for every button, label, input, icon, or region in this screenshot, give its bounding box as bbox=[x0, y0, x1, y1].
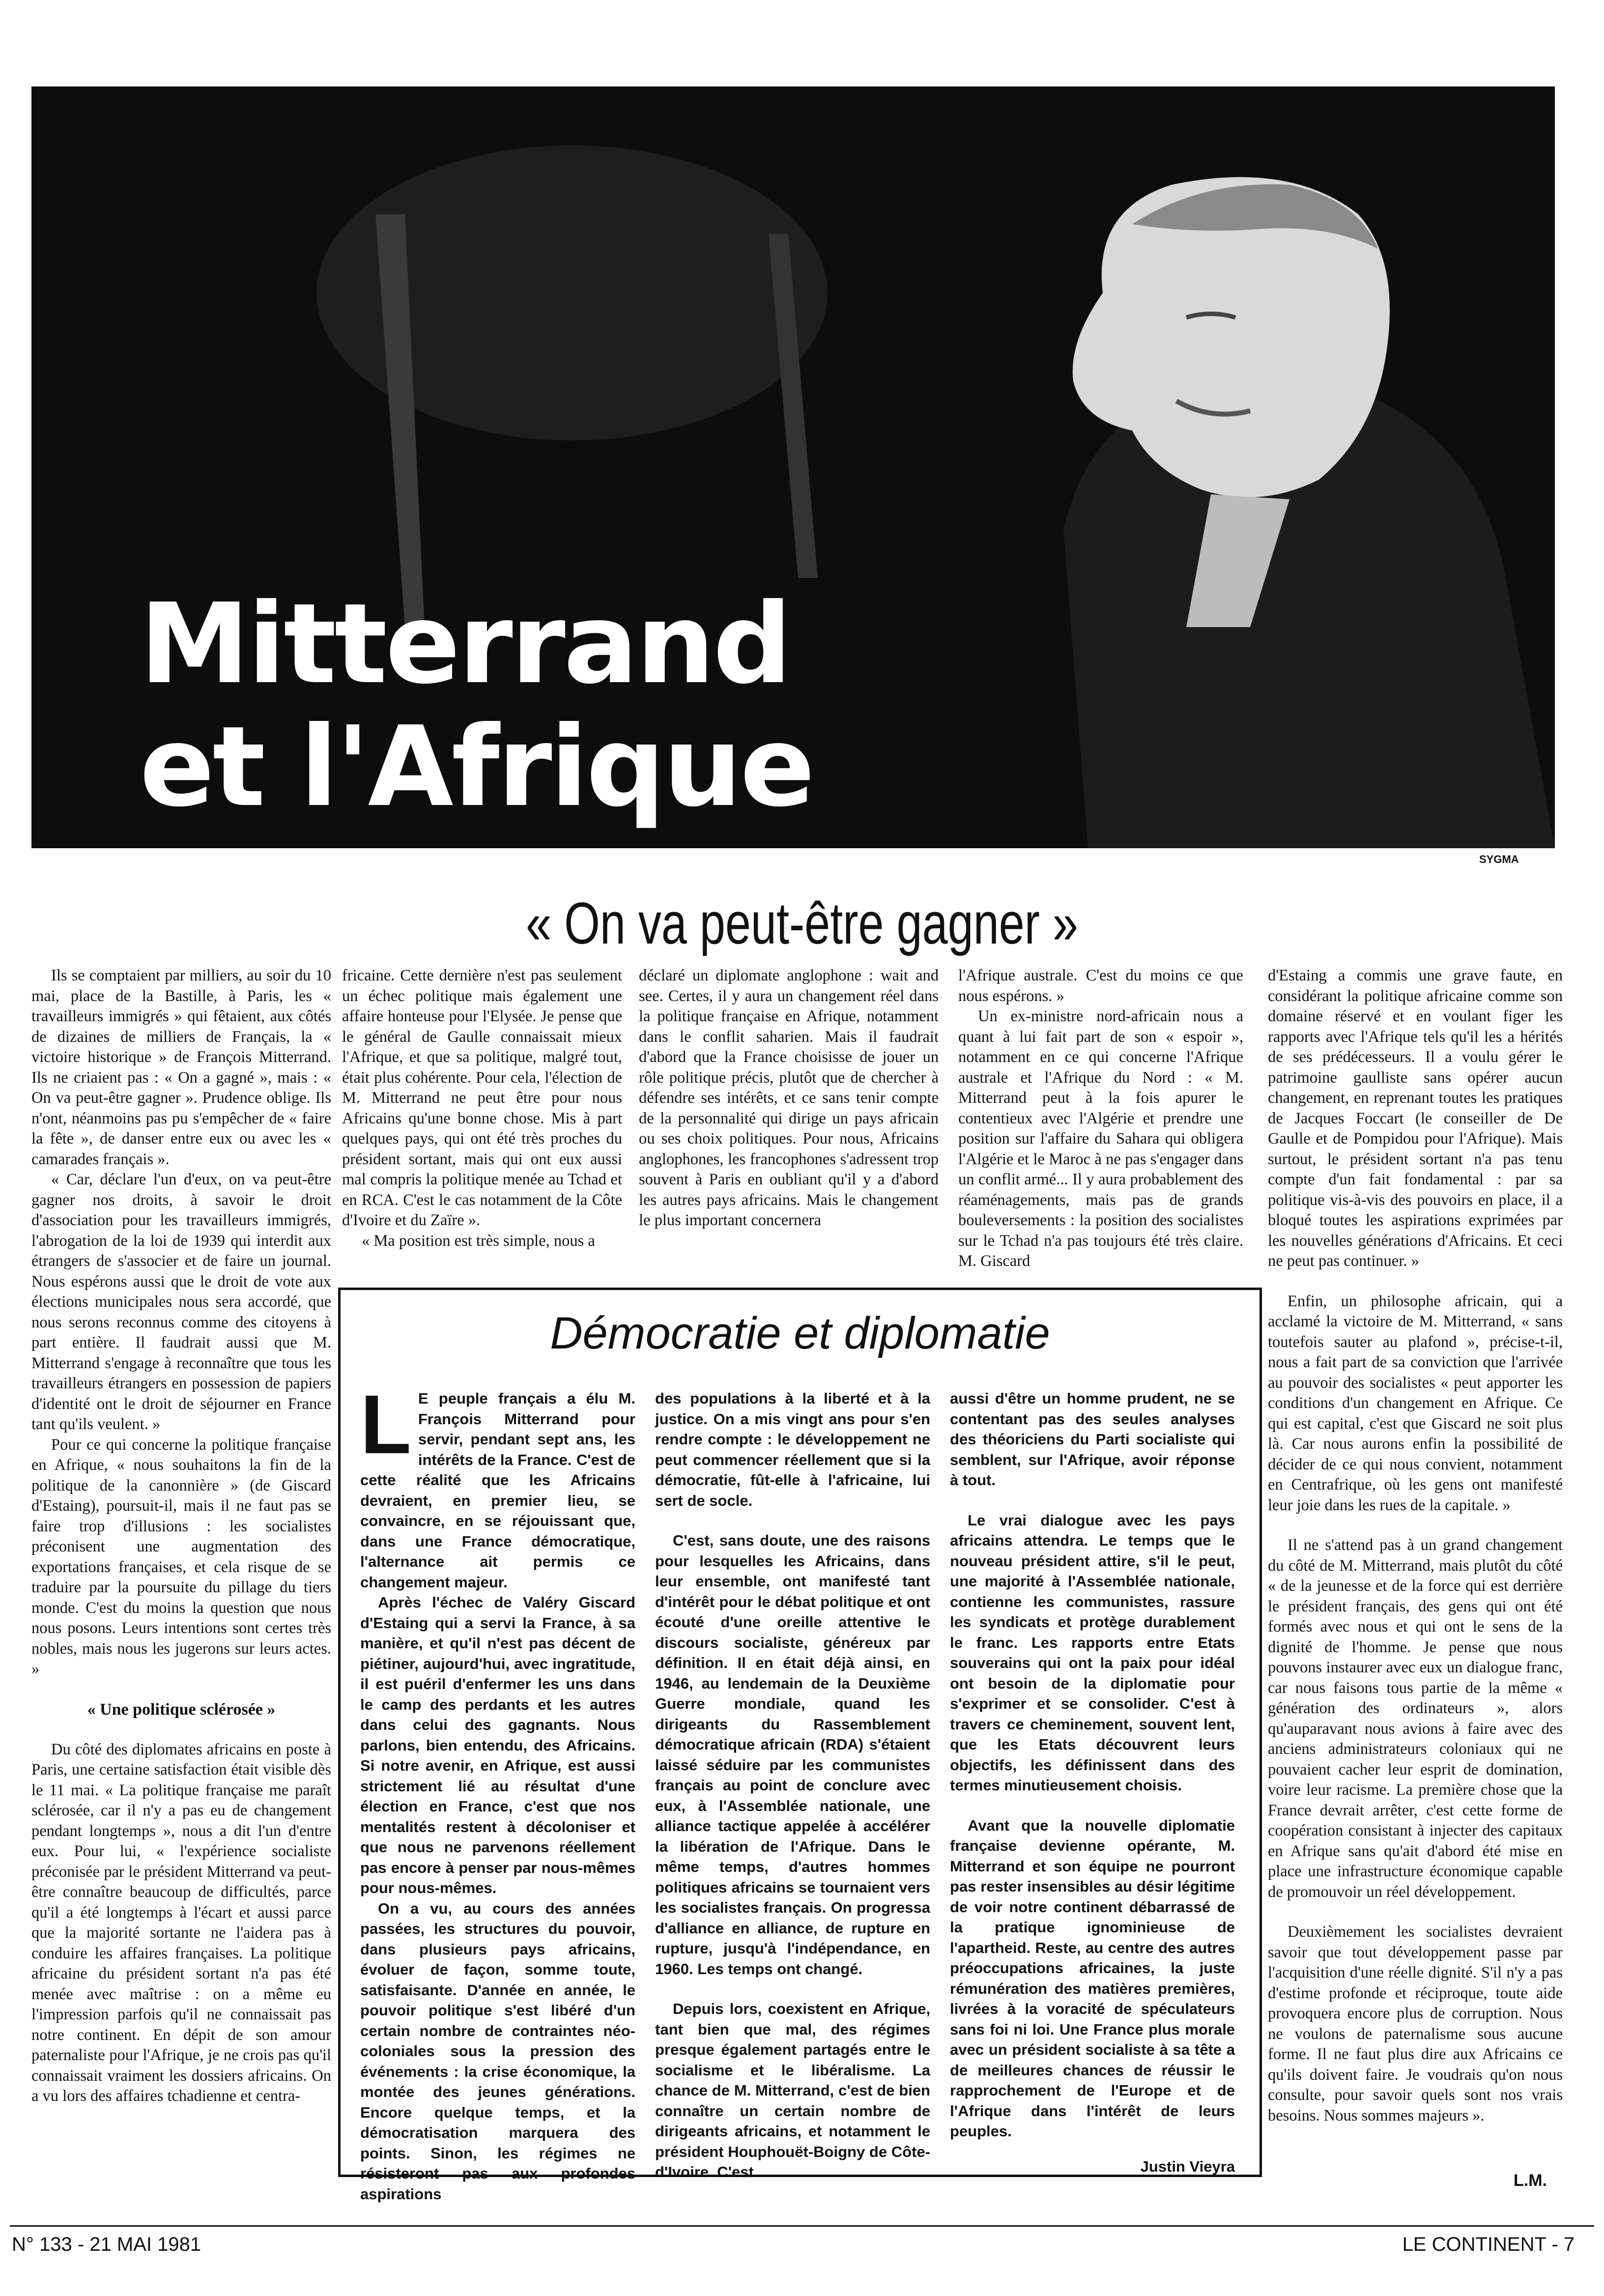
paragraph: Il ne s'attend pas à un grand changement du côté de M. Mitterrand, mais plutôt du côté « de la jeunesse et de la force qui est derrière le président français, des gens qui ont été formés avec nous et qui ont le sens de la dignité de l'homme. Je pense que nous pouvons instaurer avec eux un dialogue franc, car nous faisons tous partie de la même « génération des ordinateurs », alors qu'auparavant nous avions à faire avec des anciens administrateurs coloniaux qui ne pouvaient cacher leur esprit de domination, voire leur racisme. La première chose que la France devrait arrêter, c'est cette forme de coopération consistant à injecter des capitaux en Afrique sans qu'ait d'abord été mise en place une infrastructure économique capable de promouvoir un réel développement. bbox=[1268, 1536, 1563, 1901]
drop-cap: L bbox=[360, 1378, 411, 1471]
paragraph: Du côté des diplomates africains en poste à Paris, une certaine satisfaction était visible dès le 11 mai. « La politique française me paraît sclérosée, car il n'y a pas eu de changement pendant longtemps », nous a dit l'un d'entre eux. Pour lui, « l'expérience socialiste préconisée par le président Mitterrand va peut-être connaître beaucoup de difficultés, parce qu'il a été longtemps à l'écart et aussi parce que la majorité sortante ne l'aidera pas à conduire les affaires françaises. La politique africaine du président sortant n'a pas été menée avec maîtrise : on a même eu l'impression parfois qu'il ne connaissait pas notre continent. En dépit de son amour paternaliste pour l'Afrique, je ne crois pas qu'il connaissait vraiment les dossiers africains. On a vu lors des affaires tchadienne et centra- bbox=[31, 1740, 331, 2105]
paragraph: fricaine. Cette dernière n'est pas seulement un échec politique mais également une affaire honteuse pour l'Elysée. Je pense que le général de Gaulle connaissait mieux l'Afrique, et que sa politique, malgré tout, était plus cohérente. Pour cela, l'élection de M. Mitterrand ne peut être pour nous Africains qu'une bonne chose. Mis à part quelques pays, qui ont été très proches du président sortant, mais qui ont eux aussi mal compris la politique menée au Tchad et en RCA. C'est le cas notamment de la Côte d'Ivoire et du Zaïre ». bbox=[342, 967, 622, 1229]
paragraph: « Car, déclare l'un d'eux, on va peut-être gagner nos droits, à savoir le droit d'association pour les travailleurs immigrés, l'abrogation de la loi de 1939 qui interdit aux étrangers de s'associer et de faire un journal. Nous espérons aussi que le droit de vote aux élections municipales nous sera accordé, que nous serons reconnus comme des citoyens à part entière. Il faudrait aussi que M. Mitterrand s'engage à reconnaître que tous les travailleurs étrangers en possession de papiers d'identité ont le droit de séjourner en France tant qu'ils veulent. » bbox=[31, 1171, 331, 1433]
sidebar-box bbox=[338, 1288, 1262, 2203]
box-paragraph: Le vrai dialogue avec les pays africains attendra. Le temps que le nouveau président attire, s'il le peut, une majorité à l'Assemblée nationale, contienne les communistes, rassure les syndicats et protège durablement le franc. Les rapports entre Etats souverains qui ont la paix pour idéal ont besoin de la diplomatie pour s'exprimer et se consolider. C'est à travers ce cheminement, souvent lent, que les Etats découvrent leurs objectifs, les définissent dans des termes minutieusement choisis. bbox=[950, 1511, 1235, 1794]
box-column-2 bbox=[655, 1388, 930, 2182]
paragraph: Pour ce qui concerne la politique française en Afrique, « nous souhaitons la fin de la politique de la canonnière » (de Giscard d'Estaing), poursuit-il, mais il ne faut pas se faire trop d'illusions : les socialistes préconisent une augmentation des exportations françaises, et cela risque de se traduire par la poursuite du pillage du tiers monde. C'est du moins la question que nous nous posons. Leurs intentions sont certes très nobles, mais nous les jugerons sur leurs actes. » bbox=[31, 1435, 331, 1678]
box-paragraph: aussi d'être un homme prudent, ne se contentant pas des seules analyses des théoriciens du Parti socialiste qui semblent, sur l'Afrique, avoir réponse à tout. bbox=[950, 1390, 1235, 1489]
headline bbox=[140, 580, 813, 832]
issue-info: N° 133 - 21 MAI 1981 bbox=[12, 2234, 201, 2255]
box-paragraph bbox=[360, 1378, 635, 1592]
column-3 bbox=[639, 966, 939, 1231]
paragraph: Un ex-ministre nord-africain nous a quant à lui fait part de son « espoir », notamment en ce qui concerne l'Afrique australe et l'Afrique du Nord : « M. Mitterrand peut à la fois apurer le contentieux avec l'Algérie et prendre une position sur l'affaire du Sahara qui obligera l'Algérie et le Maroc à ne pas s'engager dans un conflit armé... Il y aura probablement des réaménagements, mais pas de grands bouleversements : la position des socialistes sur le Tchad n'a pas toujours été très claire. M. Giscard bbox=[958, 1007, 1243, 1270]
column-2 bbox=[342, 966, 622, 1251]
column-5 bbox=[1268, 966, 1563, 2126]
box-paragraph: Depuis lors, coexistent en Afrique, tant bien que mal, des régimes presque également partagés entre le socialisme et le libéralisme. La chance de M. Mitterrand, c'est de bien connaître un certain nombre de dirigeants africains, et notamment le président Houphouët-Boigny de Côte-d'Ivoire. C'est bbox=[655, 2000, 930, 2181]
paragraph: « Ma position est très simple, nous a bbox=[362, 1232, 595, 1250]
subheading: « Une politique sclérosée » bbox=[87, 1700, 276, 1719]
box-paragraph: Avant que la nouvelle diplomatie française devienne opérante, M. Mitterrand et son équipe ne pourront pas rester insensibles au désir légitime de voir notre continent débarrassé de la pratique ignominieuse de l'apartheid. Reste, au centre des autres préoccupations africaines, la juste rémunération des matières premières, livrées à la voracité de spéculateurs sans foi ni loi. Une France plus morale avec un président socialiste à sa tête a de meilleures chances de réussir le rapprochement de l'Europe et de l'Afrique dans l'intérêt de leurs peuples. bbox=[950, 1816, 1235, 2140]
cover-photo bbox=[31, 86, 1555, 848]
paragraph: d'Estaing a commis une grave faute, en considérant la politique africaine comme son domaine réservé et en voulant figer les rapports avec l'Afrique tels qu'il les a hérités de ses prédécesseurs. Il a voulu gérer le patrimoine gaulliste sans opérer aucun changement, en reprenant toutes les pratiques de Jacques Foccart (le conseiller de De Gaulle et de Pompidou pour l'Afrique). Mais surtout, le président sortant n'a pas tenu compte d'un fait fondamental : par sa politique vis-à-vis des pouvoirs en place, il a bloqué toutes les aspirations exprimées par les nouvelles générations d'Africains. Et ceci ne peut pas continuer. » bbox=[1268, 967, 1563, 1270]
paragraph: déclaré un diplomate anglophone : wait and see. Certes, il y aura un changement réel dans la politique française en Afrique, notamment dans le conflit saharien. Mais il faudrait d'abord que la France choisisse de jouer un rôle politique précis, plutôt que de chercher à défendre ses intérêts, et ce sans tenir compte de la personnalité qui dirige un pays africain ou ses choix politiques. Pour nous, Africains anglophones, les francophones s'adressent trop souvent à Paris en oubliant qu'il y a d'abord les autres pays africains. Mais le changement le plus important concernera bbox=[639, 967, 939, 1229]
box-paragraph: des populations à la liberté et à la justice. On a mis vingt ans pour s'en rendre compte : le développement ne peut commencer réellement que si la démocratie, fût-elle à l'africaine, lui sert de socle. bbox=[655, 1390, 930, 1509]
photo-credit: SYGMA bbox=[1479, 853, 1519, 865]
column-4 bbox=[958, 966, 1243, 1272]
headline-line-1: Mitterrand bbox=[140, 580, 790, 709]
author-initials: L.M. bbox=[1514, 2171, 1547, 2190]
paragraph: Enfin, un philosophe africain, qui a acclamé la victoire de M. Mitterrand, « sans toutefois sauter au plafond », précise-t-il, nous a fait part de sa conviction que l'arrivée au pouvoir des socialistes « peut apporter les conditions d'un changement en Afrique. Ce qui est capital, c'est que Giscard ne soit plus là. Car nous aurons enfin la possibilité de décider de ce qui nous convient, notamment en Centrafrique, où les gens ont manifesté leur joie dans les rues de la capitale. » bbox=[1268, 1292, 1563, 1514]
column-1 bbox=[31, 966, 331, 2107]
footer-rule bbox=[10, 2225, 1594, 2227]
box-paragraph: On a vu, au cours des années passées, les structures du pouvoir, dans plusieurs pays africains, évoluer de façon, somme toute, satisfaisante. D'année en année, le pouvoir politique s'est libéré d'un certain nombre de contraintes néo-coloniales sous la pression des événements : la crise économique, la montée des jeunes générations. Encore quelque temps, et la démocratisation marquera des points. Sinon, les régimes ne résisteront pas aux profondes aspirations bbox=[360, 1899, 635, 2203]
paragraph: l'Afrique australe. C'est du moins ce que nous espérons. » bbox=[958, 967, 1243, 1005]
article-title: « On va peut-être gagner » bbox=[526, 890, 1078, 956]
signature: Justin Vieyra bbox=[1140, 2157, 1235, 2175]
publication-page: LE CONTINENT - 7 bbox=[1402, 2234, 1575, 2255]
paragraph: Deuxièmement les socialistes devraient savoir que tout développement passe par l'acquisition d'une réelle dignité. S'il n'y a pas d'estime profonde et réciproque, toute aide provoquera encore plus de corruption. Nous ne voulons de paternalisme sous aucune forme. Il ne faut plus dire aux Africains ce qu'ils doivent faire. Je voudrais qu'on nous consulte, pour savoir quels sont nos vrais besoins. Nous sommes majeurs ». bbox=[1268, 1923, 1563, 2124]
box-title: Démocratie et diplomatie bbox=[550, 1308, 1050, 1358]
box-paragraph-text: E peuple français a élu M. François Mitterrand pour servir, pendant sept ans, les intérêts de la France. C'est de cette réalité que les Africains devraient, en premier lieu, se convaincre, en se réjouissant que, dans une France démocratique, l'alternance ait permis ce changement majeur. bbox=[360, 1390, 635, 1591]
box-column-3 bbox=[950, 1388, 1235, 2177]
headline-line-2: et l'Afrique bbox=[140, 703, 813, 832]
box-paragraph: Après l'échec de Valéry Giscard d'Estaing qui a servi la France, à sa manière, et qu'il n'est pas décent de piétiner, aujourd'hui, avec ingratitude, il est puéril d'enfermer les uns dans le camp des perdants et les autres dans celui des gagnants. Nous parlons, bien entendu, des Africains. Si notre avenir, en Afrique, est aussi strictement lié au résultat d'une élection en France, c'est que nos mentalités restent à décoloniser et que nous ne parvenons réellement pas encore à penser par nous-mêmes pour nous-mêmes. bbox=[360, 1594, 635, 1896]
box-column-1 bbox=[360, 1378, 635, 2204]
box-paragraph: C'est, sans doute, une des raisons pour lesquelles les Africains, dans leur ensemble, ont manifesté tant d'intérêt pour le débat politique et ont écouté d'une oreille attentive le discours socialiste, généreux par définition. Il en était déjà ainsi, en 1946, au lendemain de la Deuxième Guerre mondiale, quand les dirigeants du Rassemblement démocratique africain (RDA) s'étaient laissé séduire par les communistes français au point de conclure avec eux, à l'Assemblée nationale, une alliance tactique appelée à accélérer la libération de l'Afrique. Dans le même temps, d'autres hommes politiques africains se tournaient vers les socialistes français. On progressa d'alliance en alliance, de rupture en rupture, jusqu'à l'indépendance, en 1960. Les temps ont changé. bbox=[655, 1532, 930, 1978]
paragraph: Ils se comptaient par milliers, au soir du 10 mai, place de la Bastille, à Paris, les « travailleurs immigrés » qui fêtaient, aux côtés de dizaines de milliers de Français, la « victoire historique » de François Mitterrand. Ils ne criaient pas : « On a gagné », mais : « On va peut-être gagner ». Prudence oblige. Ils n'ont, néanmoins pas pu s'empêcher de « faire la fête », de danser entre eux ou avec les « camarades français ». bbox=[31, 967, 331, 1168]
